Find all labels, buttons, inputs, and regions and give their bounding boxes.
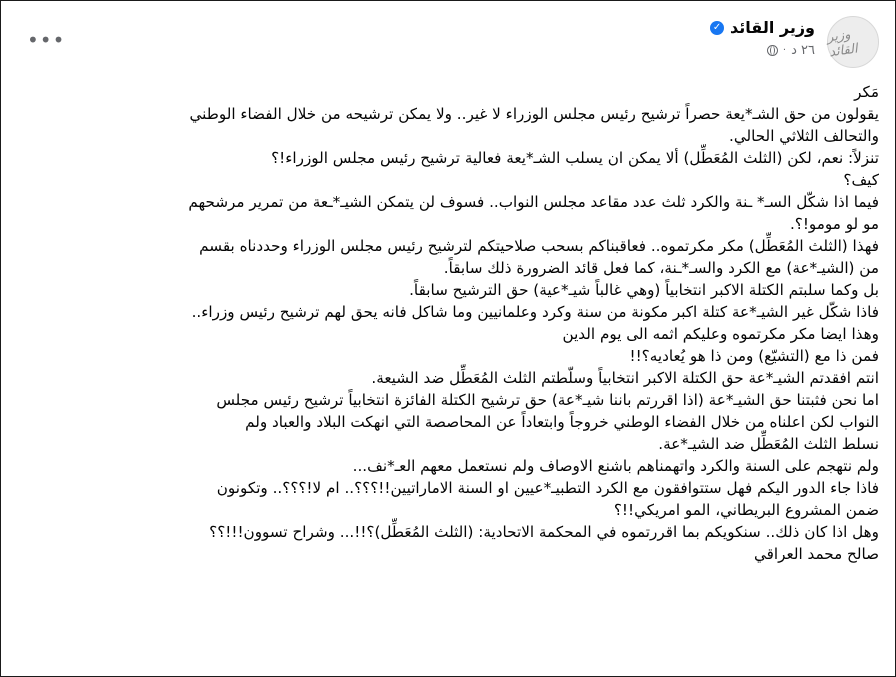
post-line: ضمن المشروع البريطاني، المو امريكي!!؟ [613, 501, 879, 519]
post-line: من (الشيـ*عة) مع الكرد والسـ*ـنة، كما فعل قائد الضرورة ذلك سابقاً. [443, 259, 879, 277]
author-avatar[interactable] [827, 16, 879, 68]
post-time[interactable]: ٢٦ د [791, 43, 815, 58]
post-line: والتحالف الثلاثي الحالي. [729, 127, 879, 145]
post-line: فاذا جاء الدور اليكم فهل ستتوافقون مع الكرد التطبيـ*عيين او السنة الاماراتيين!!؟؟؟.. ام لا!؟؟؟.. وتكونون [216, 479, 879, 497]
post-line: اما نحن فثبتنا حق الشيـ*عة (اذا اقررتم باننا شيـ*عة) حق ترشيح الكتلة الفائزة انتخابياً ترشيح رئيس مجلس [216, 391, 879, 409]
post-line: كيف؟ [843, 171, 879, 189]
post-line: فاذا شكّل غير الشيـ*عة كتلة اكبر مكونة من سنة وكرد وعلمانيين وما شاكل فانه يحق لهم ترشيح رئيس وزراء.. [191, 303, 879, 321]
meta-separator: · [782, 45, 787, 56]
post-line: انتم افقدتم الشيـ*عة حق الكتلة الاكبر انتخابياً وسلّطتم الثلث المُعَطِّل ضد الشيعة. [371, 369, 879, 387]
post-header [1, 11, 895, 73]
post-line: فهذا (الثلث المُعَطِّل) مكر مكرتموه.. فعاقبناكم بسحب صلاحيتكم لترشيح رئيس مجلس الوزراء وحددناه بقسم [199, 237, 879, 255]
post-line: بل وكما سلبتم الكتلة الاكبر انتخابياً (وهي غالباً شيـ*عية) حق الترشيح سابقاً. [409, 281, 879, 299]
verified-badge-icon: ✓ [710, 21, 724, 35]
author-line [710, 18, 815, 37]
globe-icon[interactable] [767, 45, 778, 56]
post-line: يقولون من حق الشـ*يعة حصراً ترشيح رئيس مجلس الوزراء لا غير.. ولا يمكن ترشيحه من خلال الفضاء الوطني [189, 105, 879, 123]
post-line: صالح محمد العراقي [754, 545, 879, 563]
avatar-logo-text: وزير القائد [826, 27, 859, 61]
author-name[interactable]: وزير القائد [730, 18, 815, 37]
post-line: تنزلاً: نعم، لكن (الثلث المُعَطِّل) ألا يمكن ان يسلب الشـ*يعة فعالية ترشيح رئيس مجلس الوزراء!؟ [271, 149, 879, 167]
post-line: نسلط الثلث المُعَطِّل ضد الشيـ*عة. [658, 435, 879, 453]
post-line: مو لو مومو!؟. [789, 215, 879, 233]
post-line: وهذا ايضا مكر مكرتموه وعليكم اثمه الى يوم الدين [562, 325, 879, 343]
post-text [19, 81, 879, 565]
post-line: النواب لكن اعلناه من خلال الفضاء الوطني خروجاً وابتعاداً عن المحاصصة التي انهكت البلاد والعباد ولم [245, 413, 879, 431]
post-line: ولم نتهجم على السنة والكرد واتهمناهم باشنع الاوصاف ولم نستعمل معهم العـ*نف... [352, 457, 879, 475]
post-line: مَكر [854, 83, 879, 101]
post-line: وهل اذا كان ذلك.. سنكويكم بما اقررتموه في المحكمة الاتحادية: (الثلث المُعَطِّل)؟!!... وشراح تسوون!!!؟؟ [209, 523, 879, 541]
post-line: فيما اذا شكّل السـ* ـنة والكرد ثلث عدد مقاعد مجلس النواب.. فسوف لن يتمكن الشيـ*ـعة من تمرير مرشحهم [188, 193, 879, 211]
post-line: فمن ذا مع (التشيّع) ومن ذا هو يُعاديه؟!! [629, 347, 879, 365]
more-options-icon[interactable]: ••• [27, 28, 66, 52]
post-meta [767, 43, 815, 58]
